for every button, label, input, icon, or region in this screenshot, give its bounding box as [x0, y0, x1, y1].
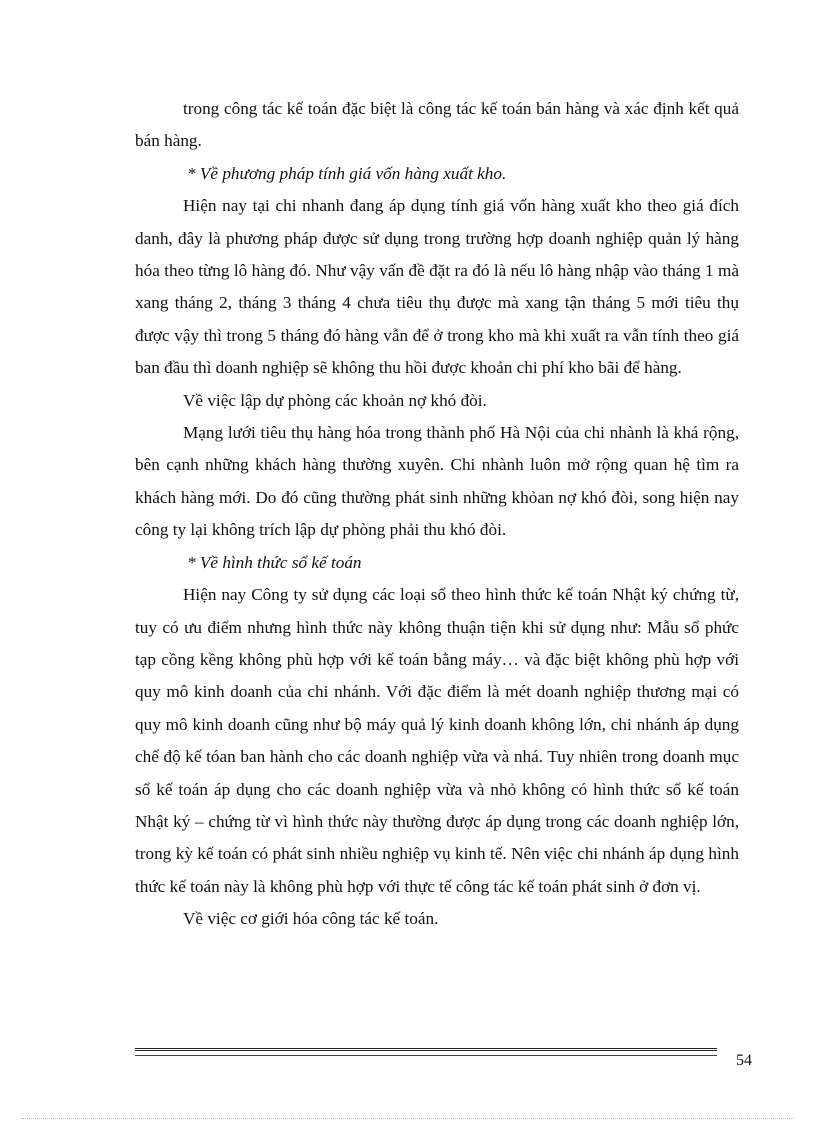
paragraph-bad-debt-heading: Về việc lập dự phòng các khoản nợ khó đòi.: [183, 390, 487, 410]
paragraph-bad-debt: Mạng lưới tiêu thụ hàng hóa trong thành phố Hà Nội của chi nhành là khá rộng, bên cạnh những khách hàng thường xuyên. Chi nhành luôn mở rộng quan hệ tìm ra khách hàng mới. Do đó cũng thường phát sinh những khỏan nợ khó đòi, song hiện nay công ty lại không trích lập dự phòng phải thu khó đòi.: [135, 423, 739, 540]
footer-double-rule: [135, 1048, 717, 1051]
subheading-cost-method: * Về phương pháp tính giá vốn hàng xuất kho.: [187, 163, 507, 183]
paragraph-ledger-form: Hiện nay Công ty sử dụng các loại sổ theo hình thức kế toán Nhật ký chứng từ, tuy có ưu điểm nhưng hình thức này không thuận tiện khi sử dụng như: Mẫu sổ phức tạp cồng kềng không phù hợp với kế toán bằng máy… và đặc biệt không phù hợp với quy mô kinh doanh của chi nhánh. Với đặc điểm là mét doanh nghiệp thương mại có quy mô kinh doanh cũng như bộ máy quả lý kinh doanh không lớn, chi nhánh áp dụng chế độ kế tóan ban hành cho các doanh nghiệp vừa và nhá. Tuy nhiên trong doanh mục sổ kế toán áp dụng cho các doanh nghiệp vừa và nhỏ không có hình thức sổ kế toán Nhật ký – chứng từ vì hình thức này thường được áp dụng trong các doanh nghiệp lớn, trong kỳ kế toán có phát sinh nhiều nghiệp vụ kinh tế. Nên việc chi nhánh áp dụng hình thức kế toán này là không phù hợp với thực tế công tác kế toán phát sinh ở đơn vị.: [135, 585, 739, 896]
subheading-ledger-form: * Về hình thức sổ kế toán: [187, 552, 362, 572]
paragraph-cost-method: Hiện nay tại chi nhanh đang áp dụng tính giá vốn hàng xuất kho theo giá đích danh, đây là phương pháp được sử dụng trong trường hợp doanh nghiệp quản lý hàng hóa theo từng lô hàng đó. Như vậy vấn đề đặt ra đó là nếu lô hàng nhập vào tháng 1 mà xang tháng 2, tháng 3 tháng 4 chưa tiêu thụ được mà xang tận tháng 5 mới tiêu thụ được vậy thì trong 5 tháng đó hàng vẫn để ở trong kho mà khi xuất ra vẫn tính theo giá ban đầu thì doanh nghiệp sẽ không thu hồi được khoản chi phí kho bãi để hàng.: [135, 196, 739, 378]
footer-thin-rule: [135, 1055, 717, 1056]
paragraph-mechanization: Về việc cơ giới hóa công tác kế toán.: [183, 909, 439, 929]
page-bottom-border: [22, 1118, 794, 1119]
body-text: [135, 93, 739, 936]
page-number: 54: [736, 1052, 752, 1069]
paragraph-continuation: trong công tác kế toán đặc biệt là công tác kế toán bán hàng và xác định kết quả bán hàng.: [135, 99, 739, 151]
